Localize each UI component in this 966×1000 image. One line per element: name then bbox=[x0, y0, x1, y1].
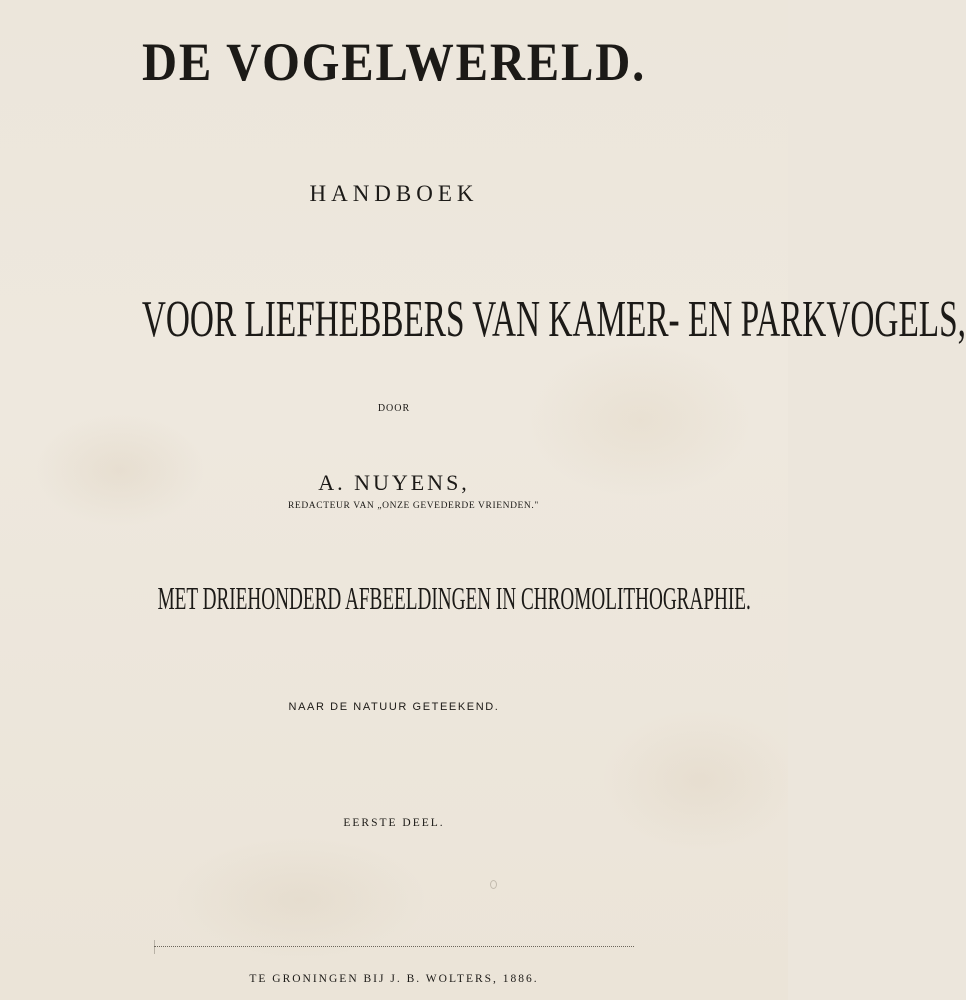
book-title: DE VOGELWERELD. bbox=[141, 32, 647, 92]
dotted-rule bbox=[154, 946, 634, 947]
door-label: DOOR bbox=[377, 403, 411, 414]
author-role: REDACTEUR VAN „ONZE GEVEDERDE VRIENDEN." bbox=[288, 501, 539, 511]
naar-natuur-note: NAAR DE NATUUR GETEEKEND. bbox=[288, 701, 500, 713]
book-subtitle: VOOR LIEFHEBBERS VAN KAMER- EN PARKVOGELS, bbox=[141, 291, 966, 348]
paper-speck bbox=[490, 880, 497, 889]
handboek-heading: HANDBOEK bbox=[309, 181, 479, 206]
publisher-imprint: TE GRONINGEN BIJ J. B. WOLTERS, 1886. bbox=[249, 973, 539, 985]
author-name: A. NUYENS, bbox=[318, 470, 470, 495]
volume-label: EERSTE DEEL. bbox=[343, 817, 445, 829]
illustrations-note: MET DRIEHONDERD AFBEELDINGEN IN CHROMOLITHOGRAPHIE. bbox=[157, 580, 751, 616]
rule-edge bbox=[154, 940, 155, 954]
